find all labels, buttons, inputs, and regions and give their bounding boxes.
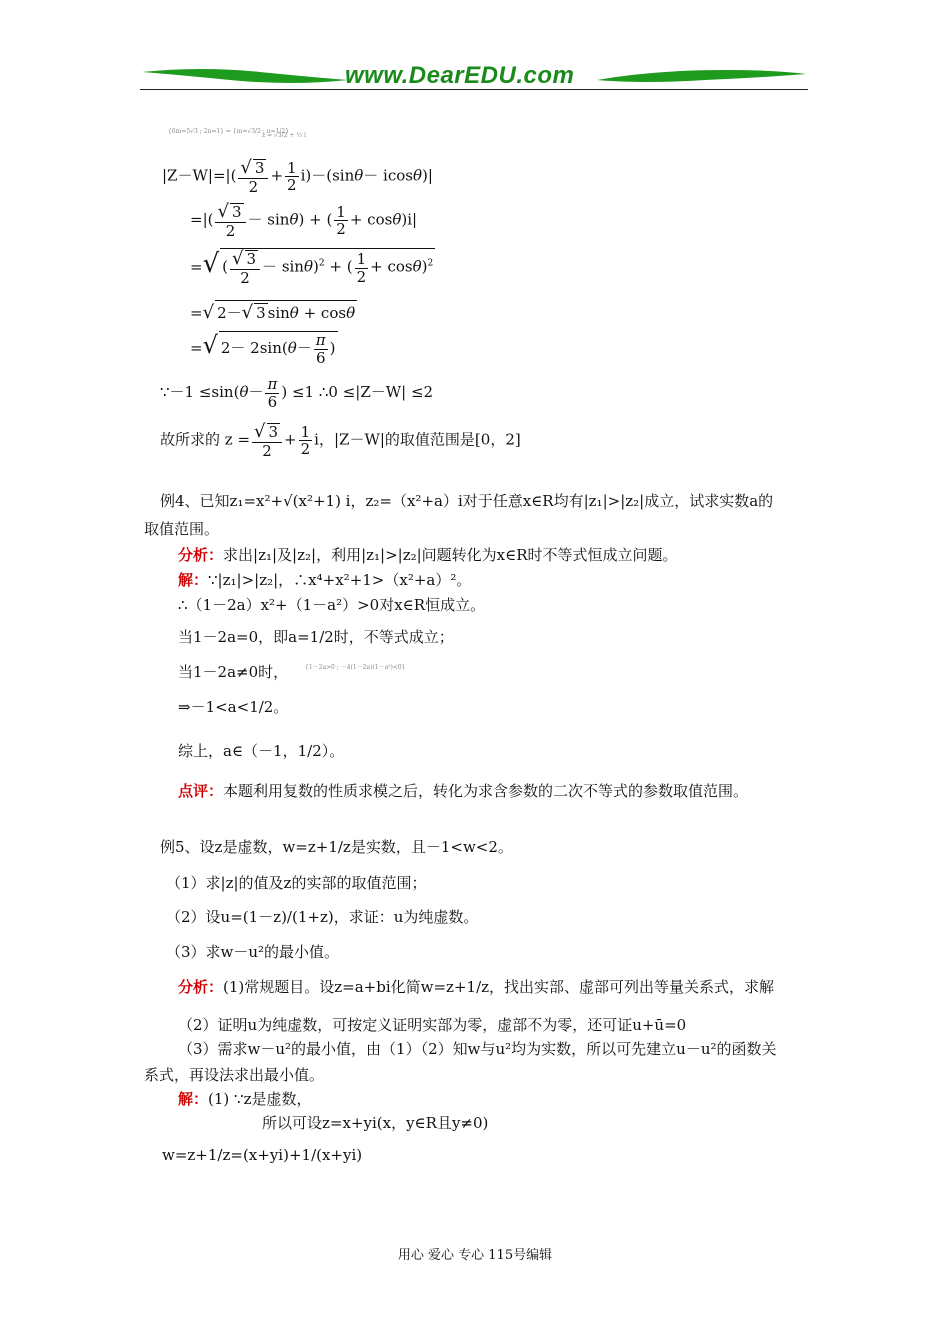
math-line-2: =|( $\frac{√ 3}{2}$ － sinθ) + ( $\frac{1}{2}$ + cosθ)i|: [190, 201, 418, 240]
ex5-sol-2: 所以可设z=x+yi(x，y∈R且y≠0): [262, 1114, 489, 1132]
ex4-step-4: ⇒－1<a<1/2。: [178, 698, 289, 716]
math-line-1: |Z－W|=|( $\frac{√ 3}{2}$ + $\frac{1}{2}$ i)－(sinθ－ icosθ)|: [162, 157, 433, 196]
tiny-formula-1: {6m=5√3 ; 2n=1} ⇒ {m=√3/2 ; n=1/2}: [168, 128, 290, 135]
ex4-step-3: 当1－2a≠0时，: [178, 663, 289, 681]
math-line-4: =√ 2－√ 3 sinθ + cosθ: [190, 302, 356, 323]
ex4-solution: [178, 571, 471, 591]
ex5-sol-text: (1) ∵z是虚数，: [208, 1090, 312, 1108]
analysis-text: 求出|z₁|及|z₂|，利用|z₁|>|z₂|问题转化为x∈R时不等式恒成立问题。: [223, 546, 678, 564]
ex4-tiny-system: {1－2a>0 ; －4(1－2a)(1－a²)<0}: [305, 664, 406, 671]
ex4-stem: 例4、已知z₁=x²+√(x²+1) i，z₂=（x²+a）i对于任意x∈R均有|z₁|>|z₂|成立，试求实数a的: [160, 492, 774, 510]
header-swoosh-left: [140, 64, 350, 86]
comment-label: 点评：: [178, 782, 224, 800]
page-header: [140, 58, 808, 94]
ex4-step-1: ∴（1－2a）x²+（1－a²）>0对x∈R恒成立。: [178, 596, 486, 614]
ex5-sol-3: w=z+1/z=(x+yi)+1/(x+yi): [162, 1146, 363, 1164]
math-line-7: 故所求的 z = $\frac{√ 3}{2}$ + $\frac{1}{2}$ i，|Z－W|的取值范围是[0，2]: [160, 421, 521, 460]
ex5-q1: （1）求|z|的值及z的实部的取值范围；: [166, 874, 427, 892]
page-footer: 用心 爱心 专心 115号编辑: [397, 1248, 553, 1263]
ex5-analysis-text: (1)常规题目。设z=a+bi化简w=z+1/z，找出实部、虚部可列出等量关系式，求解: [223, 978, 775, 996]
math-line-5: =√ 2－ 2sin(θ－ $\frac{\pi}{6}$ ): [190, 331, 336, 367]
math-line-3: =√ ( $\frac{√ 3}{2}$ － sinθ)$^2$ + ( $\frac{1}{2}$ + cosθ)$^2$: [190, 248, 434, 288]
ex5-q2: （2）设u=(1－z)/(1+z)，求证：u为纯虚数。: [166, 908, 479, 926]
ex5-analysis-label: 分析：: [178, 978, 224, 996]
analysis-label: 分析：: [178, 546, 224, 564]
ex5-analysis-4: 系式，再设法求出最小值。: [144, 1066, 325, 1084]
ex4-step-5: 综上，a∈（－1，1/2）。: [178, 742, 345, 760]
ex4-step-2: 当1－2a=0，即a=1/2时，不等式成立；: [178, 628, 454, 646]
ex4-comment: [178, 782, 748, 802]
ex5-q3: （3）求w－u²的最小值。: [166, 943, 340, 961]
ex5-solution-label: 解：: [178, 1090, 209, 1108]
ex5-analysis-3: （3）需求w－u²的最小值，由（1）（2）知w与u²均为实数，所以可先建立u－u²的函数关: [178, 1040, 777, 1058]
header-swoosh-right: [595, 64, 808, 86]
header-rule: [140, 89, 808, 90]
logo-text: www.DearEDU.com: [345, 62, 575, 89]
tiny-formula-2: z = √3/2 + ½ i: [262, 132, 306, 139]
ex5-sol-1: [178, 1090, 311, 1110]
ex5-stem: 例5、设z是虚数，w=z+1/z是实数，且－1<w<2。: [160, 838, 513, 856]
math-line-6: ∵－1 ≤sin(θ－ $\frac{\pi}{6}$ ) ≤1 ∴0 ≤|Z－W| ≤2: [160, 375, 434, 411]
solution-label: 解：: [178, 571, 209, 589]
solution-text: ∵|z₁|>|z₂|，∴x⁴+x²+1>（x²+a）²。: [208, 571, 472, 589]
ex4-stem-2: 取值范围。: [144, 520, 220, 538]
comment-text: 本题利用复数的性质求模之后，转化为求含参数的二次不等式的参数取值范围。: [223, 782, 749, 800]
ex5-analysis-2: （2）证明u为纯虚数，可按定义证明实部为零，虚部不为零，还可证u+ū=0: [178, 1016, 687, 1034]
ex5-analysis-1: [178, 978, 774, 998]
ex4-analysis: [178, 546, 678, 566]
